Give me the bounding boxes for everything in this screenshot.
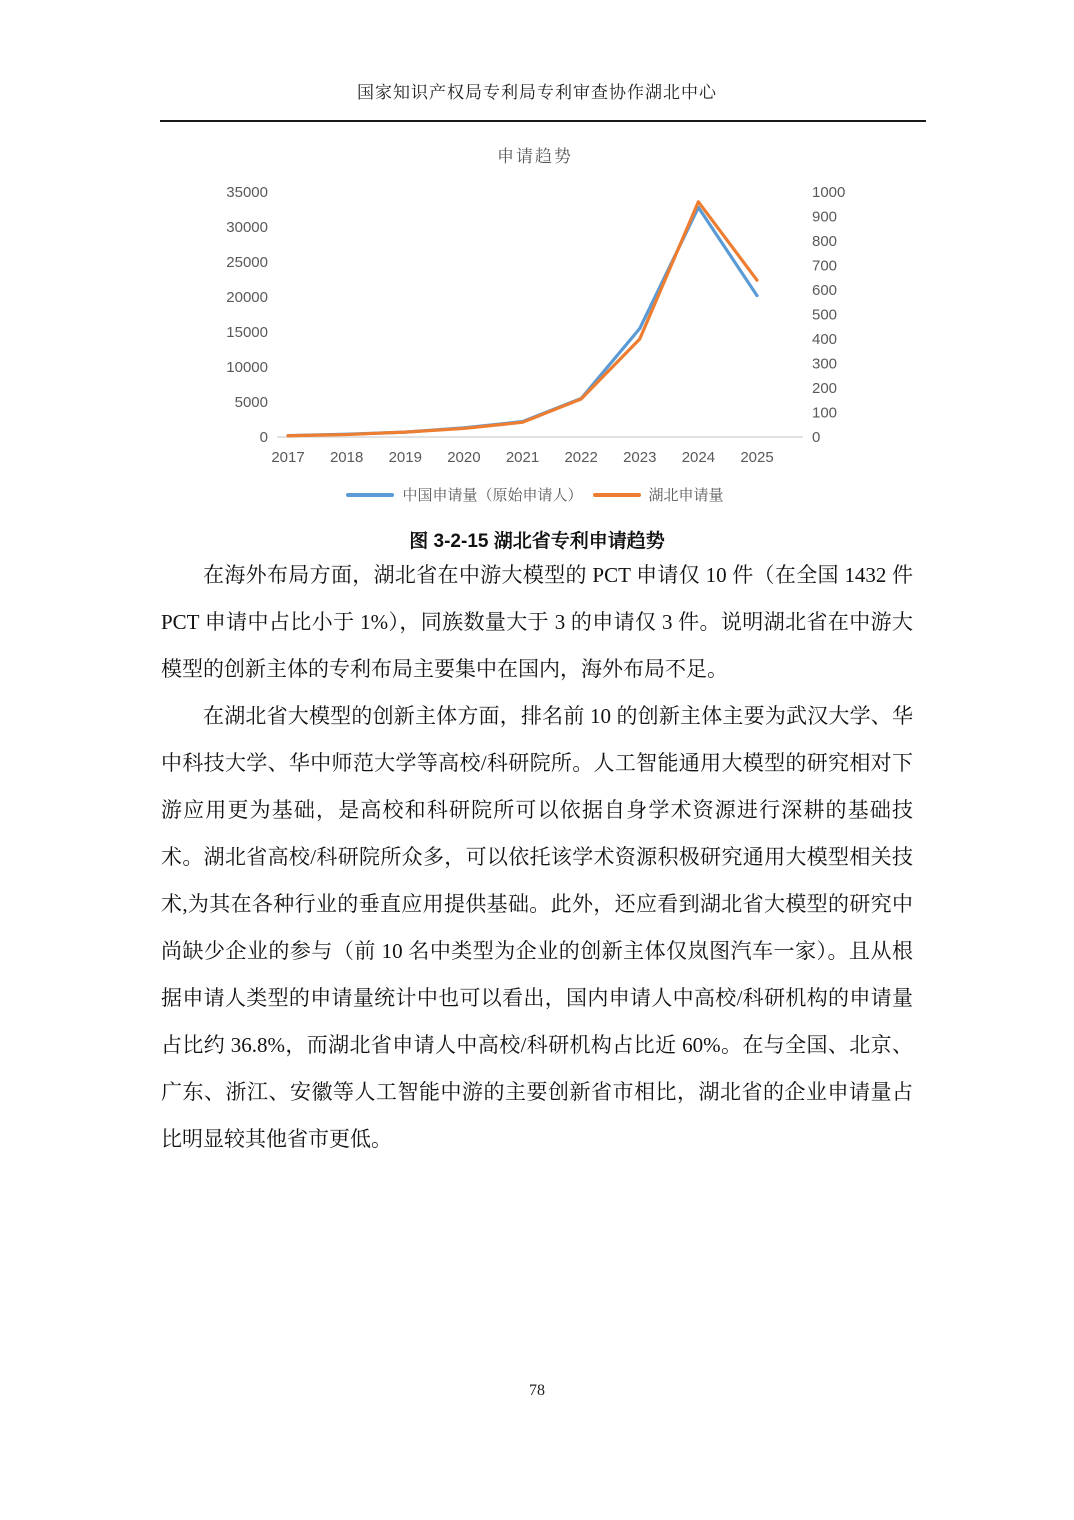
page-header: 国家知识产权局专利局专利审查协作湖北中心 [357, 83, 717, 102]
left-axis-tick-label: 20000 [226, 289, 268, 306]
legend-label-china: 中国申请量（原始申请人） [402, 487, 583, 504]
series-line-1 [288, 202, 757, 436]
legend-item-hubei [593, 484, 724, 505]
page-number: 78 [529, 1382, 545, 1399]
paragraph-overseas-layout: 在海外布局方面，湖北省在中游大模型的 PCT 申请仅 10 件（在全国 1432 件 PCT 申请中占比小于 1%），同族数量大于 3 的申请仅 3 件。说明湖北省在中游大模型的创新主体的专利布局主要集中在国内，海外布局不足。 [161, 563, 913, 681]
left-axis-tick-label: 5000 [234, 394, 268, 411]
x-axis-tick-label: 2021 [505, 449, 540, 466]
right-axis-tick-label: 0 [812, 429, 821, 446]
x-axis-tick-label: 2018 [329, 449, 364, 466]
x-axis-tick-label: 2025 [740, 449, 774, 466]
left-axis-tick-label: 25000 [226, 254, 268, 271]
application-trend-chart [225, 142, 845, 505]
x-axis-tick-label: 2020 [447, 449, 481, 466]
legend-label-hubei: 湖北申请量 [648, 487, 724, 504]
right-axis-tick-label: 300 [812, 355, 838, 373]
chart-title: 申请趋势 [497, 147, 573, 166]
left-axis-tick-label: 35000 [226, 184, 268, 201]
trend-chart-svg [225, 172, 845, 472]
legend-swatch-hubei [593, 493, 641, 497]
left-axis-tick-label: 10000 [226, 359, 268, 376]
right-axis-tick-label: 800 [812, 233, 838, 250]
right-axis-tick-label: 1000 [812, 184, 845, 201]
left-axis-tick-label: 15000 [226, 324, 268, 341]
header-divider [160, 120, 926, 122]
x-axis-tick-label: 2024 [681, 449, 716, 466]
left-axis-tick-label: 30000 [226, 219, 268, 236]
body-text [161, 552, 913, 1163]
paragraph-innovation-entities: 在湖北省大模型的创新主体方面，排名前 10 的创新主体主要为武汉大学、华中科技大学、华中师范大学等高校/科研院所。人工智能通用大模型的研究相对下游应用更为基础，是高校和科研院所可以依据自身学术资源进行深耕的基础技术。湖北省高校/科研院所众多，可以依托该学术资源积极研究通用大模型相关技术,为其在各种行业的垂直应用提供基础。此外，还应看到湖北省大模型的研究中尚缺少企业的参与（前 10 名中类型为企业的创新主体仅岚图汽车一家）。且从根据申请人类型的申请量统计中也可以看出，国内申请人中高校/科研机构的申请量占比约 36.8%，而湖北省申请人中高校/科研机构占比近 60%。在与全国、北京、广东、浙江、安徽等人工智能中游的主要创新省市相比，湖北省的企业申请量占比明显较其他省市更低。 [161, 704, 913, 1151]
right-axis-tick-label: 200 [812, 380, 838, 397]
left-axis-tick-label: 0 [259, 429, 268, 446]
right-axis-tick-label: 100 [812, 404, 838, 422]
series-line-0 [288, 207, 757, 435]
x-axis-tick-label: 2017 [271, 449, 305, 466]
x-axis-tick-label: 2022 [564, 449, 598, 466]
right-axis-tick-label: 600 [812, 282, 838, 299]
right-axis-tick-label: 400 [812, 331, 838, 348]
right-axis-tick-label: 700 [812, 257, 838, 275]
legend-item-china [346, 484, 582, 505]
legend-swatch-china [346, 493, 394, 497]
figure-caption: 图 3-2-15 湖北省专利申请趋势 [409, 531, 665, 552]
x-axis-tick-label: 2019 [388, 449, 422, 466]
x-axis-tick-label: 2023 [623, 449, 657, 466]
right-axis-tick-label: 500 [812, 306, 838, 324]
right-axis-tick-label: 900 [812, 208, 838, 226]
chart-legend [225, 484, 845, 505]
